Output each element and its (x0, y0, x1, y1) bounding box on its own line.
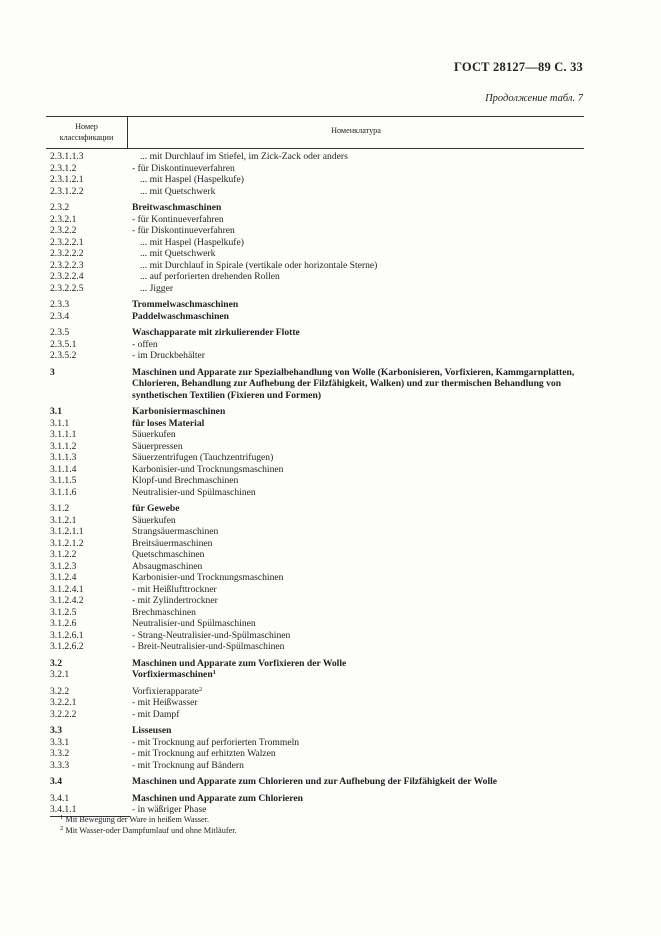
nomenclature-text (132, 641, 584, 653)
table-row (50, 760, 584, 772)
nomenclature-label: - Breit-Neutralisier-und-Spülmaschinen (132, 641, 285, 652)
table-row (50, 607, 584, 619)
nomenclature-label: ... mit Durchlauf im Stiefel, im Zick-Zack oder anders (140, 151, 348, 162)
table-row (50, 260, 584, 272)
nomenclature-label: Lisseusen (132, 725, 172, 736)
nomenclature-text (132, 271, 584, 283)
classification-number: 3.4 (50, 776, 62, 787)
classification-number: 2.3.3 (50, 299, 70, 310)
table-row (50, 475, 584, 487)
table-row (50, 452, 584, 464)
nomenclature-label: - im Druckbehälter (132, 350, 205, 361)
classification-number: 3.1.2.1.2 (50, 537, 84, 549)
classification-number: 3.1.1.4 (50, 463, 77, 475)
table-row (50, 697, 584, 709)
nomenclature-label: - mit Dampf (132, 708, 180, 720)
table-row (50, 327, 584, 339)
nomenclature-label: Klopf-und Brechmaschinen (132, 475, 239, 486)
nomenclature-label: Strangsäuermaschinen (132, 526, 219, 537)
nomenclature-text (132, 793, 584, 805)
nomenclature-label: - mit Trocknung auf perforierten Trommeln (132, 736, 300, 748)
table-row (50, 595, 584, 607)
nomenclature-label: Säuerkufen (132, 429, 176, 440)
nomenclature-label: ... mit Durchlauf in Spirale (vertikale oder horizontale Sterne) (140, 259, 378, 271)
classification-number: 2.3.5 (50, 327, 70, 338)
classification-number: 3.1.2.6 (50, 618, 77, 629)
nomenclature-label: - für Diskontinueverfahren (132, 225, 235, 236)
nomenclature-label: Brechmaschinen (132, 606, 196, 618)
table-row (50, 549, 584, 561)
classification-number: 3.1.2.6.1 (50, 629, 84, 641)
table-row (50, 367, 584, 402)
classification-number: 3.1.2.1 (50, 514, 77, 526)
nomenclature-label: Trommelwaschmaschinen (132, 299, 239, 310)
nomenclature-label: Maschinen und Apparate zur Spezialbehandlung von Wolle (Karbonisieren, Vorfixieren, Kammgarnplatten, Chlorieren, Behandlung zur Aufhebung der Filzfähigkeit, Walken) und zur thermischen Behandlung von synthetischen Textilien (Fixieren und Formen) (132, 366, 575, 401)
table-row (50, 464, 584, 476)
nomenclature-text (132, 658, 584, 670)
table-row (50, 725, 584, 737)
nomenclature-label: ... mit Haspel (Haspelkufe) (140, 236, 244, 248)
classification-number: 3.1.1.1 (50, 429, 77, 440)
footnote-marker: 1 (212, 669, 216, 676)
table-row (50, 658, 584, 670)
table-row (50, 804, 584, 816)
table-row (50, 202, 584, 214)
table-row (50, 418, 584, 430)
classification-number: 3.1.2.4 (50, 572, 77, 583)
nomenclature-text (132, 327, 584, 339)
nomenclature-label: Quetschmaschinen (132, 549, 205, 560)
nomenclature-text (132, 283, 584, 295)
classification-number: 2.3.2.2 (50, 225, 77, 236)
nomenclature-label: Karbonisier-und Trocknungsmaschinen (132, 463, 284, 475)
table-row (50, 441, 584, 453)
nomenclature-label: Breitwaschmaschinen (132, 202, 222, 213)
table-row (50, 515, 584, 527)
classification-number: 3.2.1 (50, 669, 70, 680)
table-row (50, 339, 584, 351)
table-row (50, 406, 584, 418)
table-row (50, 429, 584, 441)
nomenclature-text (132, 607, 584, 619)
nomenclature-label: Karbonisiermaschinen (132, 406, 226, 417)
nomenclature-text (132, 452, 584, 464)
nomenclature-label: ... mit Haspel (Haspelkufe) (140, 174, 244, 185)
classification-number: 2.3.2.2.2 (50, 248, 84, 259)
nomenclature-text (132, 260, 584, 272)
table-row (50, 271, 584, 283)
nomenclature-label: Vorfixierapparate (132, 685, 199, 697)
table-row (50, 225, 584, 237)
table-row (50, 174, 584, 186)
nomenclature-label: Säuerkufen (132, 514, 176, 526)
nomenclature-label: ... Jigger (140, 282, 174, 294)
nomenclature-label: Säuerzentrifugen (Tauchzentrifugen) (132, 452, 274, 463)
table-row (50, 748, 584, 760)
nomenclature-text (132, 584, 584, 596)
classification-number: 3.1.1 (50, 417, 70, 429)
nomenclature-text (132, 697, 584, 709)
classification-number: 3.1.2.2 (50, 549, 77, 560)
footnote (60, 815, 237, 826)
column-header-nomenclature: Номенклатура (331, 126, 381, 135)
classification-number: 2.3.2.2.5 (50, 282, 84, 294)
nomenclature-label: Neutralisier-und Spülmaschinen (132, 618, 256, 629)
table-row (50, 299, 584, 311)
classification-number: 3.2.2.2 (50, 708, 77, 720)
nomenclature-label: für Gewebe (132, 503, 180, 514)
footnote (60, 826, 237, 837)
classification-number: 2.3.1.2.2 (50, 185, 84, 197)
nomenclature-text (132, 202, 584, 214)
nomenclature-label: - für Diskontinueverfahren (132, 162, 235, 174)
nomenclature-label: Maschinen und Apparate zum Vorfixieren der Wolle (132, 657, 347, 669)
nomenclature-label: Neutralisier-und Spülmaschinen (132, 486, 256, 498)
nomenclature-text (132, 748, 584, 760)
classification-number: 3.1.1.5 (50, 475, 77, 486)
nomenclature-label: - mit Trocknung auf Bändern (132, 759, 244, 771)
nomenclature-text (132, 618, 584, 630)
nomenclature-text (132, 630, 584, 642)
classification-number: 3.3.1 (50, 736, 70, 748)
table-row (50, 526, 584, 538)
footnote-text: Mit Bewegung der Ware in heißem Wasser. (65, 815, 210, 824)
nomenclature-label: Waschapparate mit zirkulierender Flotte (132, 327, 300, 338)
nomenclature-text (132, 487, 584, 499)
nomenclature-label: - in wäßriger Phase (132, 804, 207, 815)
nomenclature-text (132, 214, 584, 226)
nomenclature-text (132, 595, 584, 607)
table-row (50, 248, 584, 260)
nomenclature-label: Absaugmaschinen (132, 560, 203, 572)
classification-number: 3.3.2 (50, 748, 70, 759)
nomenclature-label: ... mit Quetschwerk (140, 185, 216, 197)
classification-number: 3.1.2.4.1 (50, 583, 84, 595)
classification-number: 2.3.5.1 (50, 338, 77, 350)
nomenclature-text (132, 418, 584, 430)
classification-number: 2.3.2.2.4 (50, 271, 84, 282)
classification-number: 2.3.2.2.3 (50, 259, 84, 271)
classification-number: 2.3.4 (50, 310, 70, 322)
nomenclature-text (132, 475, 584, 487)
classification-number: 3.2.2 (50, 685, 70, 697)
table-row (50, 630, 584, 642)
nomenclature-label: - offen (132, 338, 158, 350)
classification-number: 3.1.2.4.2 (50, 595, 84, 606)
nomenclature-text (132, 572, 584, 584)
classification-number: 2.3.2.2.1 (50, 236, 84, 248)
nomenclature-text (132, 804, 584, 816)
table-row (50, 350, 584, 362)
nomenclature-text (132, 174, 584, 186)
table-row (50, 709, 584, 721)
table-header (46, 116, 584, 149)
classification-number: 2.3.1.2.1 (50, 174, 84, 185)
classification-number: 3.1 (50, 406, 62, 417)
nomenclature-text (132, 163, 584, 175)
nomenclature-text (132, 406, 584, 418)
nomenclature-text (132, 464, 584, 476)
table-row (50, 538, 584, 550)
nomenclature-label: - Strang-Neutralisier-und-Spülmaschinen (132, 629, 291, 641)
nomenclature-text (132, 151, 584, 163)
classification-number: 2.3.2.1 (50, 213, 77, 225)
table-row (50, 669, 584, 681)
table-row (50, 503, 584, 515)
table-row (50, 151, 584, 163)
nomenclature-text (132, 299, 584, 311)
classification-number: 2.3.2 (50, 202, 70, 213)
nomenclature-text (132, 538, 584, 550)
nomenclature-label: für loses Material (132, 417, 205, 429)
nomenclature-text (132, 709, 584, 721)
nomenclature-label: - für Kontinueverfahren (132, 213, 224, 225)
table-body (50, 151, 584, 816)
nomenclature-label: - mit Heißwasser (132, 697, 198, 708)
table-row (50, 737, 584, 749)
classification-number: 3.3 (50, 725, 62, 736)
nomenclature-text (132, 237, 584, 249)
nomenclature-label: - mit Heißlufttrockner (132, 583, 217, 595)
table-row (50, 311, 584, 323)
nomenclature-label: ... mit Quetschwerk (140, 248, 216, 259)
table-row (50, 237, 584, 249)
nomenclature-text (132, 760, 584, 772)
column-header-number: Номер классификации (59, 122, 114, 142)
classification-number: 3.1.1.3 (50, 452, 77, 463)
page-header: ГОСТ 28127—89 С. 33 (454, 60, 583, 74)
table-row (50, 584, 584, 596)
table-row (50, 214, 584, 226)
nomenclature-text (132, 339, 584, 351)
table-row (50, 793, 584, 805)
table-row (50, 686, 584, 698)
table-row (50, 283, 584, 295)
table-row (50, 572, 584, 584)
table-row (50, 487, 584, 499)
nomenclature-text (132, 686, 584, 698)
classification-number: 3.4.1 (50, 792, 70, 804)
nomenclature-text (132, 441, 584, 453)
classification-number: 2.3.5.2 (50, 350, 77, 361)
classification-number: 3.1.2.5 (50, 606, 77, 618)
table-row (50, 163, 584, 175)
nomenclature-label: Maschinen und Apparate zum Chlorieren (132, 792, 303, 804)
classification-number: 3.1.2.1.1 (50, 526, 84, 537)
classification-number: 3.1.2.3 (50, 560, 77, 572)
classification-number: 3.1.2.6.2 (50, 641, 84, 652)
nomenclature-text (132, 725, 584, 737)
nomenclature-text (132, 526, 584, 538)
nomenclature-label: Karbonisier-und Trocknungsmaschinen (132, 572, 284, 583)
nomenclature-label: Maschinen und Apparate zum Chlorieren und zur Aufhebung der Filzfähigkeit der Wolle (132, 776, 498, 787)
nomenclature-text (132, 503, 584, 515)
classification-number: 3.1.2 (50, 503, 70, 514)
nomenclature-text (132, 225, 584, 237)
nomenclature-label: Paddelwaschmaschinen (132, 310, 230, 322)
nomenclature-label: Vorfixiermaschinen (132, 669, 213, 680)
table-continuation-label: Продолжение табл. 7 (485, 93, 583, 104)
nomenclature-label: - mit Zylindertrockner (132, 595, 218, 606)
classification-number: 3.2.2.1 (50, 697, 77, 708)
footnote-text: Mit Wasser-oder Dampfumlauf und ohne Mitläufer. (65, 825, 237, 835)
nomenclature-text (132, 186, 584, 198)
classification-number: 3.2 (50, 657, 62, 669)
classification-number: 3.3.3 (50, 759, 70, 771)
nomenclature-text (132, 549, 584, 561)
nomenclature-text (132, 669, 584, 681)
footnote-mark: 1 (60, 814, 64, 821)
table-row (50, 618, 584, 630)
classification-number: 3.4.1.1 (50, 804, 77, 815)
nomenclature-text (132, 429, 584, 441)
nomenclature-text (132, 350, 584, 362)
classification-number: 2.3.1.2 (50, 162, 77, 174)
footnote-marker: 2 (198, 685, 203, 693)
nomenclature-text (132, 561, 584, 573)
classification-number: 3.1.1.6 (50, 486, 77, 498)
nomenclature-label: Säuerpressen (132, 440, 183, 452)
classification-number: 3 (50, 366, 55, 378)
classification-number: 2.3.1.1.3 (50, 151, 84, 162)
nomenclature-label: Breitsäuermaschinen (132, 537, 213, 549)
table-row (50, 776, 584, 788)
nomenclature-text (132, 367, 584, 402)
nomenclature-label: ... auf perforierten drehenden Rollen (140, 271, 280, 282)
nomenclature-text (132, 248, 584, 260)
table-row (50, 186, 584, 198)
table-row (50, 641, 584, 653)
classification-number: 3.1.1.2 (50, 440, 77, 452)
nomenclature-label: - mit Trocknung auf erhitzten Walzen (132, 748, 276, 759)
nomenclature-text (132, 737, 584, 749)
nomenclature-text (132, 311, 584, 323)
footnote-mark: 2 (60, 824, 64, 832)
nomenclature-text (132, 776, 584, 788)
table-row (50, 561, 584, 573)
nomenclature-text (132, 515, 584, 527)
footnotes (60, 815, 237, 836)
